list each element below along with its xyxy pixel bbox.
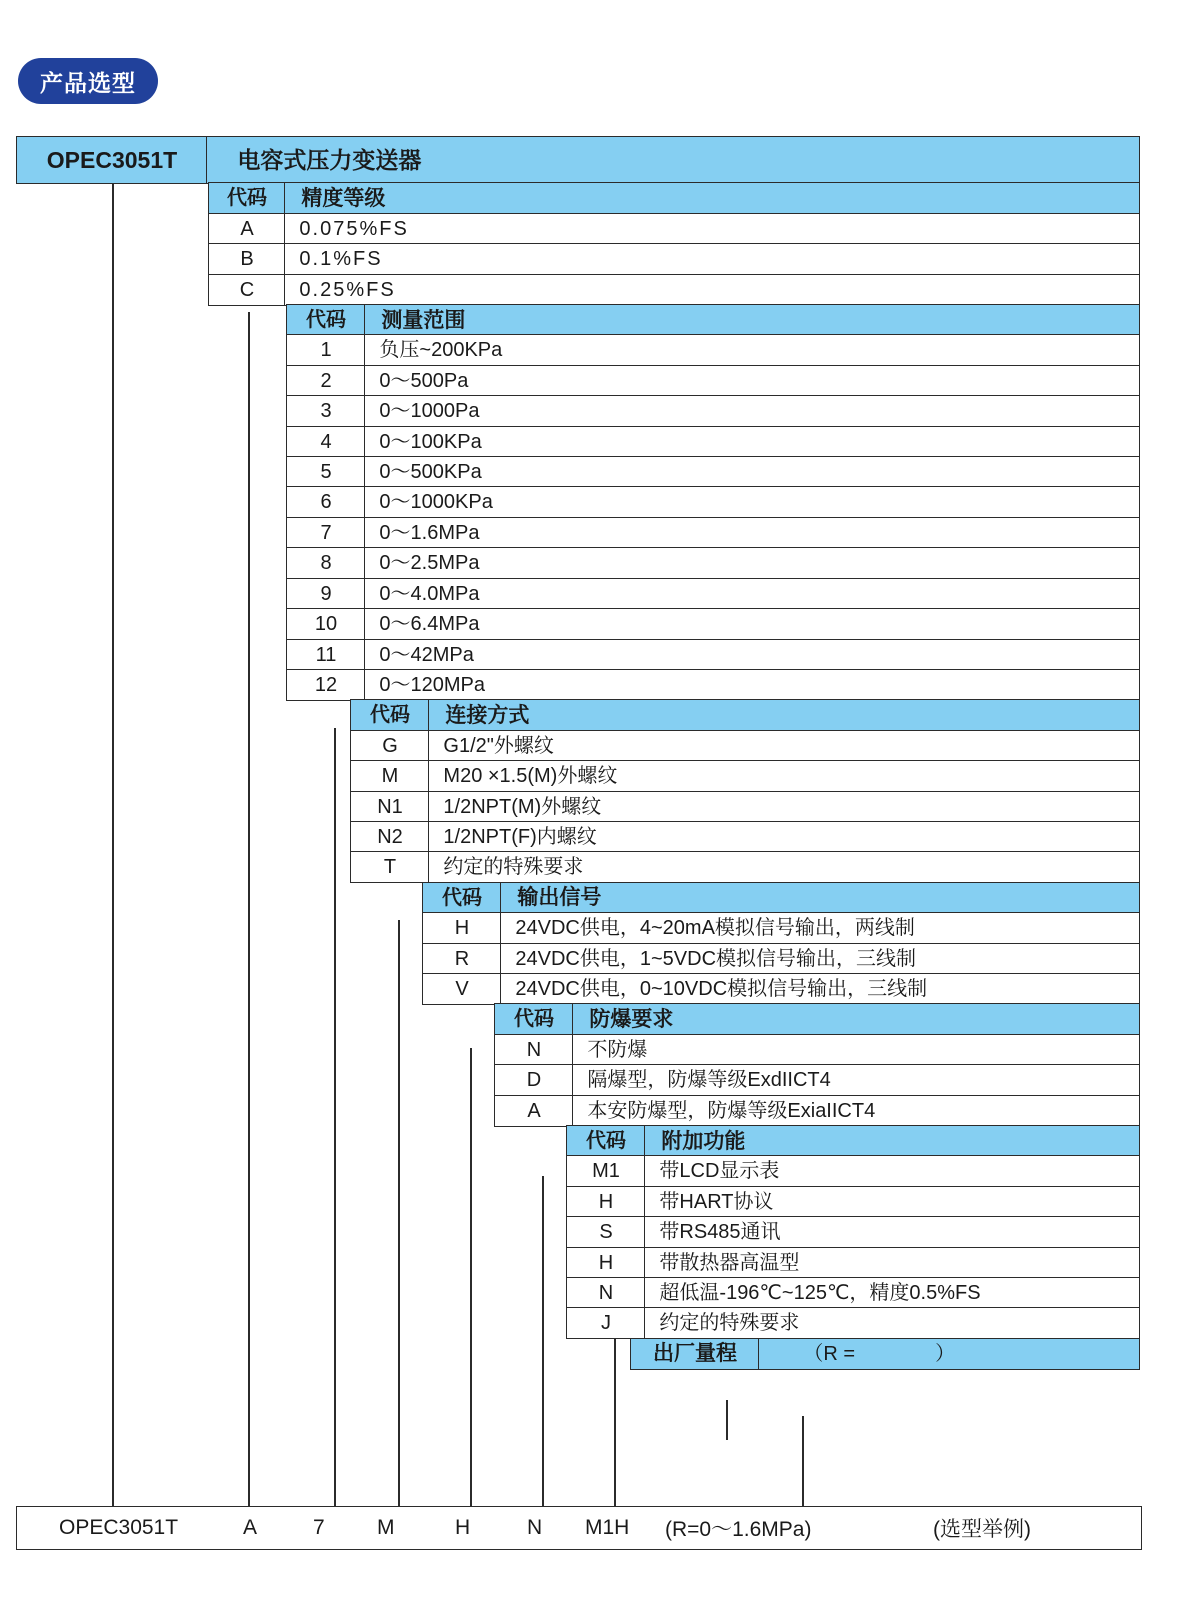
- connection-row: [16, 821, 1142, 851]
- indent-spacer: [16, 1125, 566, 1157]
- range-row: [16, 578, 1142, 608]
- extra-desc-label: 带LCD显示表: [659, 1160, 780, 1183]
- range-desc-label: 0～2.5MPa: [379, 552, 480, 575]
- accuracy-desc-label: 0.075%FS: [299, 217, 409, 240]
- range-row: [16, 608, 1142, 638]
- connection-code: [350, 730, 430, 762]
- range-row: [16, 395, 1142, 425]
- indent-spacer: [16, 639, 286, 671]
- range-code: [286, 426, 366, 458]
- extra-desc-label: 超低温-196℃~125℃，精度0.5%FS: [659, 1282, 981, 1305]
- indent-spacer: [16, 760, 350, 792]
- range-title-cell: [364, 304, 1140, 336]
- indent-spacer: [16, 395, 286, 427]
- range-desc: [364, 395, 1140, 427]
- indent-spacer: [16, 882, 422, 914]
- explosion-header-row: [16, 1003, 1142, 1033]
- explosion-desc-label: 隔爆型，防爆等级ExdIICT4: [587, 1069, 831, 1092]
- range-row: [16, 669, 1142, 699]
- indent-spacer: [16, 699, 350, 731]
- extra-desc: [644, 1247, 1140, 1279]
- range-desc: [364, 608, 1140, 640]
- extra-code-label: M1: [592, 1160, 620, 1183]
- range-desc: [364, 426, 1140, 458]
- output-code: [422, 973, 502, 1005]
- accuracy-code: [208, 213, 286, 245]
- extra-code: [566, 1307, 646, 1339]
- range-code-label: 10: [314, 613, 338, 636]
- range-row: [16, 517, 1142, 547]
- range-code: [286, 456, 366, 488]
- explosion-title: 防爆要求: [589, 1007, 674, 1031]
- example-extra: [585, 1507, 629, 1549]
- extra-title-cell: [644, 1125, 1140, 1157]
- model-header-row: [16, 136, 1142, 182]
- range-code-label: 2: [320, 369, 332, 392]
- output-code-label: V: [455, 977, 469, 1000]
- range-desc-label: 0～500KPa: [379, 461, 482, 484]
- output-desc-label: 24VDC供电，0~10VDC模拟信号输出，三线制: [515, 977, 928, 1000]
- range-desc: [364, 517, 1140, 549]
- connection-code-label: M: [381, 765, 399, 788]
- indent-spacer: [16, 1095, 494, 1127]
- indent-spacer: [16, 1003, 494, 1035]
- accuracy-desc: [284, 213, 1140, 245]
- connection-desc: [428, 730, 1140, 762]
- connection-desc-label: 1/2NPT(F)内螺纹: [443, 825, 597, 848]
- range-row: [16, 426, 1142, 456]
- output-code: [422, 943, 502, 975]
- range-desc: [364, 578, 1140, 610]
- example-output: [455, 1507, 470, 1549]
- range-row: [16, 456, 1142, 486]
- explosion-code: [494, 1095, 574, 1127]
- range-code: [286, 669, 366, 701]
- indent-spacer: [16, 821, 350, 853]
- indent-spacer: [16, 1338, 630, 1370]
- connection-row: [16, 730, 1142, 760]
- explosion-code-header: [494, 1003, 574, 1035]
- explosion-row: [16, 1095, 1142, 1125]
- example-factory-range: [665, 1507, 811, 1549]
- range-row: [16, 365, 1142, 395]
- extra-row: [16, 1247, 1142, 1277]
- connection-desc: [428, 760, 1140, 792]
- extra-desc: [644, 1307, 1140, 1339]
- indent-spacer: [16, 213, 208, 245]
- connection-code-label: N1: [377, 795, 403, 818]
- range-code: [286, 395, 366, 427]
- accuracy-code-label: A: [240, 217, 254, 240]
- connection-desc-label: 1/2NPT(M)外螺纹: [443, 795, 602, 818]
- extra-code-header-label: 代码: [586, 1130, 626, 1152]
- example-model: [59, 1507, 178, 1549]
- accuracy-row: [16, 213, 1142, 243]
- connection-code-header-label: 代码: [370, 704, 410, 727]
- extra-desc-label: 约定的特殊要求: [659, 1312, 800, 1335]
- connection-code-label: T: [383, 856, 397, 879]
- range-desc: [364, 639, 1140, 671]
- indent-spacer: [16, 1155, 566, 1187]
- indent-spacer: [16, 608, 286, 640]
- factory-range-value-cell[interactable]: [758, 1338, 1140, 1370]
- range-desc-label: 负压~200KPa: [379, 339, 503, 362]
- accuracy-desc: [284, 243, 1140, 275]
- indent-spacer: [16, 456, 286, 488]
- indent-spacer: [16, 669, 286, 701]
- connection-code-label: N2: [377, 825, 403, 848]
- output-title-cell: [500, 882, 1140, 914]
- explosion-code-label: D: [526, 1069, 542, 1092]
- extra-header-row: [16, 1125, 1142, 1155]
- extra-desc-label: 带RS485通讯: [659, 1221, 781, 1244]
- range-row: [16, 639, 1142, 669]
- connection-desc: [428, 821, 1140, 853]
- example-accuracy: [243, 1507, 257, 1549]
- connector-line-factory: [802, 1416, 804, 1506]
- range-code-label: 5: [320, 461, 332, 484]
- indent-spacer: [16, 1307, 566, 1339]
- accuracy-code-label: C: [239, 278, 255, 301]
- connection-code-header: [350, 699, 430, 731]
- connection-title-cell: [428, 699, 1140, 731]
- range-code-label: 1: [320, 339, 332, 362]
- connection-header-row: [16, 699, 1142, 729]
- output-code-label: H: [454, 917, 470, 940]
- section-badge-label: 产品选型: [40, 69, 136, 96]
- model-code: OPEC3051T: [46, 146, 178, 173]
- connection-desc: [428, 791, 1140, 823]
- extra-code-header: [566, 1125, 646, 1157]
- extra-desc: [644, 1186, 1140, 1218]
- indent-spacer: [16, 274, 208, 306]
- factory-range-value: （R = ）: [803, 1342, 956, 1365]
- example-range-label: 7: [313, 1516, 325, 1539]
- factory-range-row: [16, 1338, 1142, 1368]
- indent-spacer: [16, 1277, 566, 1309]
- extra-code-label: S: [599, 1221, 613, 1244]
- indent-spacer: [16, 851, 350, 883]
- extra-code: [566, 1277, 646, 1309]
- extra-desc: [644, 1155, 1140, 1187]
- indent-spacer: [16, 1034, 494, 1066]
- range-desc-label: 0～42MPa: [379, 643, 474, 666]
- output-row: [16, 943, 1142, 973]
- explosion-desc-label: 本安防爆型，防爆等级ExiaIICT4: [587, 1099, 876, 1122]
- accuracy-code: [208, 243, 286, 275]
- range-desc: [364, 669, 1140, 701]
- connection-desc-label: G1/2"外螺纹: [443, 734, 554, 757]
- range-desc-label: 0～1000KPa: [379, 491, 493, 514]
- connector-line-factory-2: [726, 1400, 728, 1440]
- range-code-label: 9: [320, 582, 332, 605]
- example-range: [313, 1507, 325, 1549]
- output-code-header-label: 代码: [442, 886, 482, 909]
- extra-code-label: N: [598, 1282, 614, 1305]
- extra-code: [566, 1247, 646, 1279]
- indent-spacer: [16, 365, 286, 397]
- indent-spacer: [16, 791, 350, 823]
- range-desc-label: 0～120MPa: [379, 673, 486, 696]
- extra-desc-label: 带HART协议: [659, 1190, 774, 1213]
- indent-spacer: [16, 547, 286, 579]
- example-explosion-label: N: [527, 1516, 543, 1539]
- factory-range-label: 出厂量程: [653, 1342, 737, 1366]
- connection-row: [16, 791, 1142, 821]
- connection-code-label: G: [382, 734, 398, 757]
- indent-spacer: [16, 1064, 494, 1096]
- connection-row: [16, 760, 1142, 790]
- range-desc: [364, 486, 1140, 518]
- selection-table: [16, 136, 1142, 1368]
- model-name-cell: [206, 136, 1140, 184]
- range-code-label: 12: [314, 673, 338, 696]
- range-code-label: 3: [320, 400, 332, 423]
- range-header-row: [16, 304, 1142, 334]
- example-output-label: H: [455, 1516, 471, 1539]
- extra-desc: [644, 1216, 1140, 1248]
- output-title: 输出信号: [517, 886, 602, 910]
- extra-row: [16, 1186, 1142, 1216]
- accuracy-desc-label: 0.1%FS: [299, 248, 383, 271]
- range-code-header-label: 代码: [306, 309, 346, 332]
- example-model-label: OPEC3051T: [59, 1516, 179, 1539]
- explosion-code-header-label: 代码: [514, 1008, 554, 1031]
- range-row: [16, 547, 1142, 577]
- example-connection: [377, 1507, 395, 1549]
- extra-row: [16, 1155, 1142, 1185]
- factory-range-label-cell: [630, 1338, 760, 1370]
- range-desc-label: 0～4.0MPa: [379, 582, 480, 605]
- range-code-label: 8: [320, 552, 332, 575]
- explosion-row: [16, 1034, 1142, 1064]
- indent-spacer: [16, 973, 422, 1005]
- range-desc-label: 0～500Pa: [379, 369, 469, 392]
- output-code-header: [422, 882, 502, 914]
- accuracy-desc-label: 0.25%FS: [299, 278, 396, 301]
- indent-spacer: [16, 578, 286, 610]
- output-code: [422, 912, 502, 944]
- connection-code: [350, 821, 430, 853]
- range-code-label: 11: [315, 643, 337, 666]
- extra-code-label: J: [601, 1312, 611, 1335]
- indent-spacer: [16, 304, 286, 336]
- extra-row: [16, 1277, 1142, 1307]
- range-desc: [364, 456, 1140, 488]
- range-desc-label: 0～100KPa: [379, 430, 482, 453]
- explosion-desc: [572, 1034, 1140, 1066]
- example-extra-label: M1H: [585, 1516, 630, 1539]
- example-connection-label: M: [377, 1516, 395, 1539]
- model-code-cell: [16, 136, 208, 184]
- range-desc-label: 0～1000Pa: [379, 400, 480, 423]
- accuracy-code-header-label: 代码: [227, 187, 267, 210]
- accuracy-code: [208, 274, 286, 306]
- explosion-row: [16, 1064, 1142, 1094]
- output-desc: [500, 912, 1140, 944]
- example-row: [16, 1506, 1142, 1550]
- range-row: [16, 486, 1142, 516]
- indent-spacer: [16, 943, 422, 975]
- range-desc-label: 0～1.6MPa: [379, 521, 480, 544]
- accuracy-title-cell: [284, 182, 1140, 214]
- model-name: 电容式压力变送器: [237, 146, 422, 173]
- example-note: [933, 1507, 1031, 1549]
- accuracy-code-label: B: [240, 248, 254, 271]
- range-desc: [364, 547, 1140, 579]
- extra-desc-label: 带散热器高温型: [659, 1251, 800, 1274]
- indent-spacer: [16, 334, 286, 366]
- indent-spacer: [16, 182, 208, 214]
- range-row: [16, 334, 1142, 364]
- example-accuracy-label: A: [243, 1516, 258, 1539]
- explosion-code-label: A: [527, 1099, 541, 1122]
- accuracy-header-row: [16, 182, 1142, 212]
- accuracy-desc: [284, 274, 1140, 306]
- range-code: [286, 334, 366, 366]
- range-title: 测量范围: [381, 308, 466, 332]
- accuracy-title: 精度等级: [301, 186, 386, 210]
- explosion-desc-label: 不防爆: [587, 1038, 648, 1061]
- range-code: [286, 486, 366, 518]
- explosion-desc: [572, 1064, 1140, 1096]
- section-badge: [18, 58, 158, 104]
- connection-desc-label: 约定的特殊要求: [443, 856, 584, 879]
- range-desc: [364, 334, 1140, 366]
- output-row: [16, 973, 1142, 1003]
- range-desc: [364, 365, 1140, 397]
- indent-spacer: [16, 517, 286, 549]
- explosion-title-cell: [572, 1003, 1140, 1035]
- indent-spacer: [16, 912, 422, 944]
- extra-row: [16, 1307, 1142, 1337]
- range-code: [286, 578, 366, 610]
- accuracy-code-header: [208, 182, 286, 214]
- connection-desc-label: M20 ×1.5(M)外螺纹: [443, 765, 618, 788]
- range-code: [286, 517, 366, 549]
- example-factory-range-label: (R=0～1.6MPa): [665, 1518, 812, 1541]
- indent-spacer: [16, 1216, 566, 1248]
- connection-title: 连接方式: [445, 703, 530, 727]
- connection-code: [350, 760, 430, 792]
- explosion-code: [494, 1064, 574, 1096]
- extra-row: [16, 1216, 1142, 1246]
- extra-title: 附加功能: [661, 1129, 746, 1153]
- range-code-label: 7: [320, 521, 332, 544]
- indent-spacer: [16, 426, 286, 458]
- indent-spacer: [16, 1247, 566, 1279]
- indent-spacer: [16, 1186, 566, 1218]
- range-desc-label: 0～6.4MPa: [379, 613, 480, 636]
- extra-code: [566, 1216, 646, 1248]
- output-desc: [500, 973, 1140, 1005]
- range-code-label: 4: [320, 430, 332, 453]
- range-code: [286, 365, 366, 397]
- output-desc-label: 24VDC供电，4~20mA模拟信号输出，两线制: [515, 917, 915, 940]
- extra-code: [566, 1155, 646, 1187]
- explosion-code: [494, 1034, 574, 1066]
- range-code-label: 6: [320, 491, 332, 514]
- output-row: [16, 912, 1142, 942]
- extra-code: [566, 1186, 646, 1218]
- connection-code: [350, 851, 430, 883]
- output-code-label: R: [454, 947, 470, 970]
- accuracy-row: [16, 243, 1142, 273]
- accuracy-row: [16, 274, 1142, 304]
- output-desc: [500, 943, 1140, 975]
- extra-code-label: H: [598, 1251, 614, 1274]
- example-note-label: (选型举例): [933, 1518, 1031, 1541]
- connection-code: [350, 791, 430, 823]
- example-explosion: [527, 1507, 542, 1549]
- range-code: [286, 547, 366, 579]
- connection-desc: [428, 851, 1140, 883]
- connection-row: [16, 851, 1142, 881]
- indent-spacer: [16, 243, 208, 275]
- output-desc-label: 24VDC供电，1~5VDC模拟信号输出，三线制: [515, 947, 917, 970]
- extra-desc: [644, 1277, 1140, 1309]
- indent-spacer: [16, 730, 350, 762]
- output-header-row: [16, 882, 1142, 912]
- explosion-code-label: N: [526, 1038, 542, 1061]
- range-code: [286, 639, 366, 671]
- explosion-desc: [572, 1095, 1140, 1127]
- indent-spacer: [16, 486, 286, 518]
- range-code-header: [286, 304, 366, 336]
- extra-code-label: H: [598, 1190, 614, 1213]
- range-code: [286, 608, 366, 640]
